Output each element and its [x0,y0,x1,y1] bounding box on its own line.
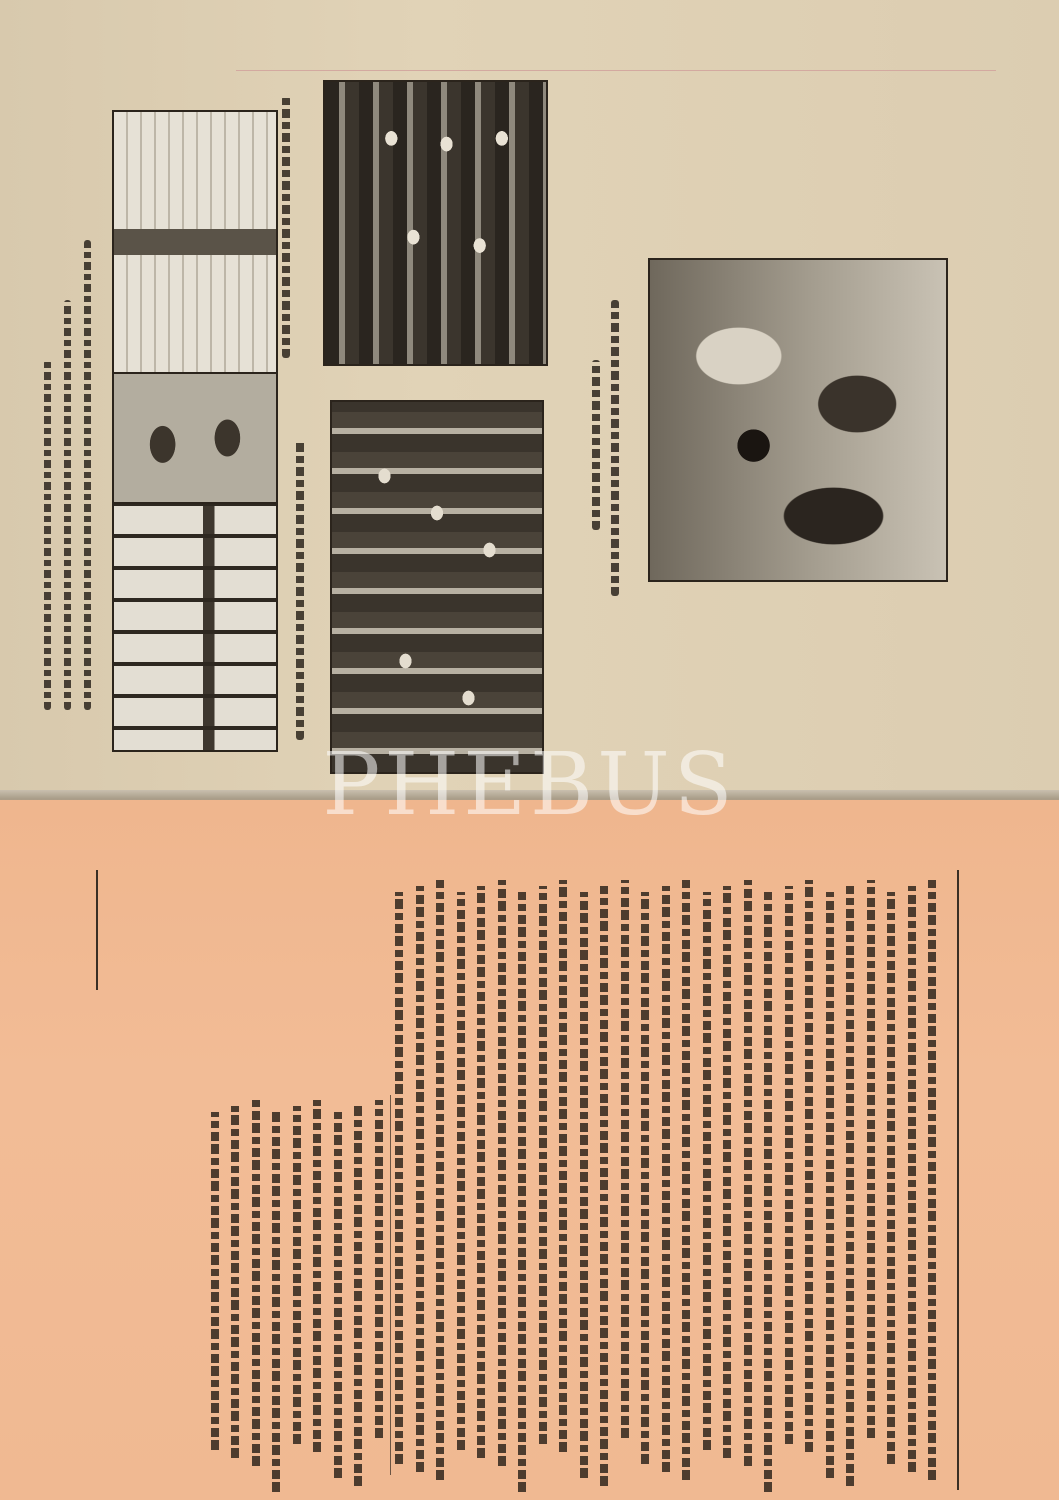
text-line [928,880,936,1480]
match-photo-caption-line-2 [592,360,600,530]
text-line [826,892,834,1478]
text-line [436,880,444,1480]
text-line [867,880,875,1438]
text-line [354,1106,362,1486]
watermark: PHEBUS [322,735,737,835]
text-line [785,886,793,1444]
text-line [600,886,608,1486]
text-line [518,892,526,1492]
text-line [662,886,670,1472]
stadium-photo [114,112,276,374]
text-line [252,1100,260,1466]
text-line [211,1112,219,1450]
text-line [313,1100,321,1452]
match-photo [648,258,948,582]
players-photo [114,374,276,504]
text-line [744,880,752,1466]
triple-photo-strip [112,110,278,752]
text-line [703,892,711,1450]
text-line [682,880,690,1480]
margin-line [236,70,996,71]
team-photo-2 [330,400,544,774]
lower-page [0,800,1059,1500]
text-line [231,1106,239,1458]
triple-photo-caption-2 [64,300,71,710]
field-photo [114,504,276,752]
text-line [498,880,506,1466]
team-photo-2-caption [296,440,304,740]
match-photo-caption [611,300,619,596]
text-line [375,1100,383,1438]
text-line [887,892,895,1464]
text-line [272,1112,280,1492]
text-line [293,1106,301,1444]
text-line [539,886,547,1444]
text-line [621,880,629,1438]
text-line [334,1112,342,1478]
triple-photo-caption-1 [84,240,91,710]
text-line [457,892,465,1450]
text-line [416,886,424,1472]
triple-photo-caption-3 [44,360,51,710]
footer-rule [96,870,98,990]
text-line [580,892,588,1478]
text-line [395,892,403,1464]
team-photo-1-caption [282,96,290,358]
text-line [805,880,813,1452]
running-header [958,1180,978,1300]
team-photo-1 [323,80,548,366]
column-divider [390,1095,391,1475]
text-line [641,892,649,1464]
text-line [764,892,772,1492]
text-line [559,880,567,1452]
text-line [723,886,731,1458]
text-line [846,886,854,1486]
text-line [477,886,485,1458]
text-line [908,886,916,1472]
